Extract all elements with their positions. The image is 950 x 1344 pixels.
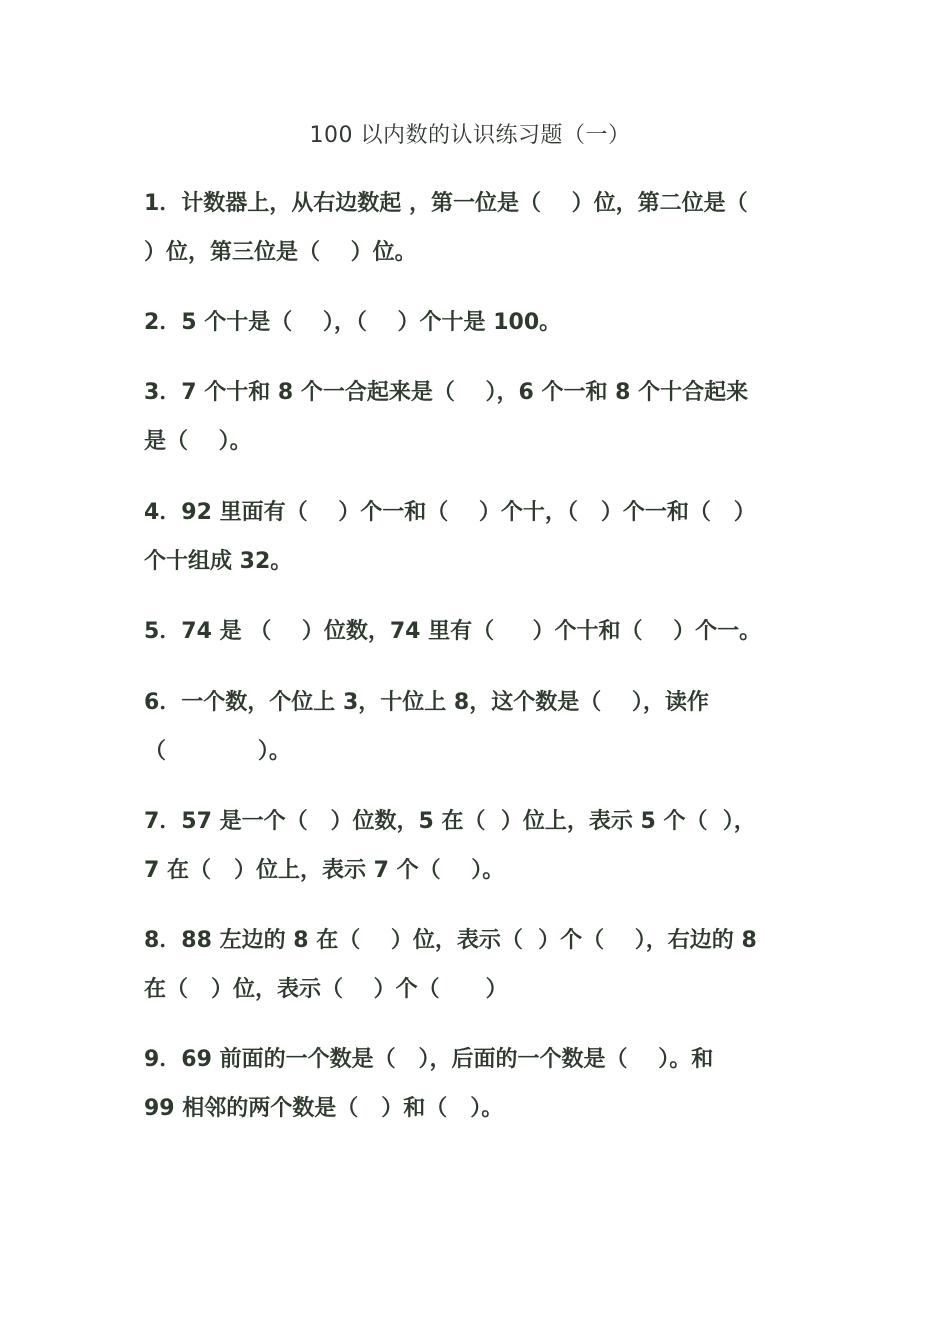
question-line: 8．88 左边的 8 在（ ）位，表示（ ）个（ ），右边的 8 — [144, 928, 757, 953]
question-line: 个十组成 32。 — [144, 549, 293, 574]
question-line: 是（ ）。 — [144, 429, 252, 454]
question-line: 7．57 是一个（ ）位数，5 在（ ）位上，表示 5 个（ ）， — [144, 809, 756, 834]
question-line: 4．92 里面有（ ）个一和（ ）个十，（ ）个一和（ ） — [144, 500, 756, 525]
question-line: 5．74 是 （ ）位数，74 里有（ ）个十和（ ）个一。 — [144, 619, 762, 644]
question-line: 6．一个数，个位上 3，十位上 8，这个数是（ ），读作 — [144, 690, 709, 715]
question-2 — [144, 298, 804, 347]
question-6 — [144, 678, 804, 776]
page-title: 100 以内数的认识练习题（一） — [309, 123, 631, 148]
question-line: 9．69 前面的一个数是（ ），后面的一个数是（ ）。和 — [144, 1047, 714, 1072]
question-8 — [144, 916, 804, 1014]
question-7 — [144, 797, 804, 895]
question-1 — [144, 179, 804, 277]
question-line: 99 相邻的两个数是（ ）和（ ）。 — [144, 1096, 504, 1121]
question-3 — [144, 368, 804, 466]
question-line: 2．5 个十是（ ），（ ）个十是 100。 — [144, 310, 562, 335]
question-9 — [144, 1035, 804, 1133]
question-4 — [144, 488, 804, 586]
question-line: 7 在（ ）位上，表示 7 个（ ）。 — [144, 858, 505, 883]
question-5 — [144, 607, 804, 656]
question-line: 3．7 个十和 8 个一合起来是（ ），6 个一和 8 个十合起来 — [144, 380, 749, 405]
question-line: （ ）。 — [144, 739, 291, 764]
question-line: 在（ ）位，表示（ ）个（ ） — [144, 977, 508, 1002]
question-line: 1．计数器上，从右边数起 ，第一位是（ ）位，第二位是（ — [144, 191, 748, 216]
question-line: ）位，第三位是（ ）位。 — [144, 240, 417, 265]
